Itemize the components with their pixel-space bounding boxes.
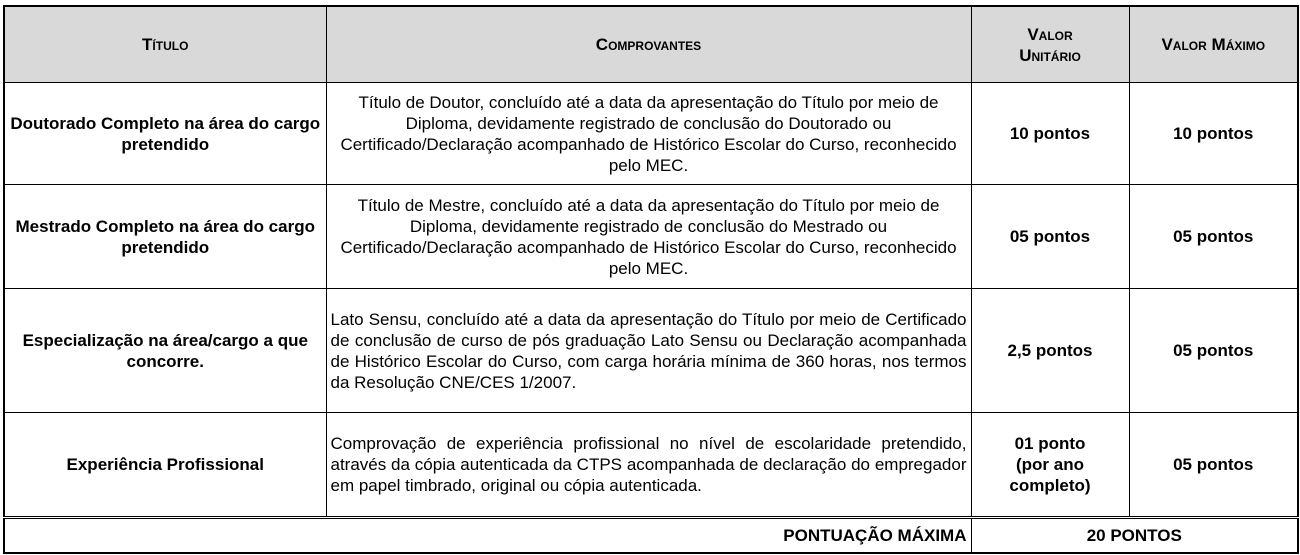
row-valor-unitario: 10 pontos — [971, 83, 1129, 185]
header-comprovantes: Comprovantes — [326, 6, 971, 83]
row-comprovantes: Título de Mestre, concluído até a data da apresentação do Título por meio de Diploma, devidamente registrado de conclusão do Mestrado ou Certificado/Declaração acompanhado de Histórico Escolar do Curso, reconhecido pelo MEC. — [326, 185, 971, 289]
table-row — [4, 83, 1298, 185]
score-table-container — [3, 5, 1299, 554]
header-valor-unitario-line1: Valor — [1027, 24, 1073, 44]
row-comprovantes: Título de Doutor, concluído até a data da apresentação do Título por meio de Diploma, devidamente registrado de conclusão do Doutorado ou Certificado/Declaração acompanhado de Histórico Escolar do Curso, reconhecido pelo MEC. — [326, 83, 971, 185]
row-titulo: Especialização na área/cargo a que concorre. — [4, 289, 326, 413]
header-valor-unitario-line2: Unitário — [1019, 45, 1081, 65]
row-valor-unitario-line1: 01 ponto — [1014, 434, 1086, 453]
header-valor-unitario — [971, 6, 1129, 83]
row-valor-maximo: 10 pontos — [1129, 83, 1298, 185]
row-comprovantes: Comprovação de experiência profissional no nível de escolaridade pretendido, através da cópia autenticada da CTPS acompanhada de declaração do empregador em papel timbrado, original ou cópia autenticada. — [326, 413, 971, 518]
row-valor-unitario — [971, 413, 1129, 518]
row-valor-maximo: 05 pontos — [1129, 413, 1298, 518]
total-row — [4, 518, 1298, 554]
total-label: PONTUAÇÃO MÁXIMA — [4, 518, 971, 554]
table-header-row — [4, 6, 1298, 83]
row-valor-unitario: 2,5 pontos — [971, 289, 1129, 413]
table-row — [4, 185, 1298, 289]
header-valor-maximo: Valor Máximo — [1129, 6, 1298, 83]
row-titulo: Mestrado Completo na área do cargo pretendido — [4, 185, 326, 289]
header-titulo: Título — [4, 6, 326, 83]
table-row — [4, 289, 1298, 413]
score-table — [3, 5, 1299, 554]
row-valor-unitario-line3: completo) — [1009, 476, 1091, 495]
row-titulo: Doutorado Completo na área do cargo pretendido — [4, 83, 326, 185]
row-valor-maximo: 05 pontos — [1129, 289, 1298, 413]
row-valor-unitario-line2: (por ano — [1016, 455, 1084, 474]
total-value: 20 PONTOS — [971, 518, 1298, 554]
table-row — [4, 413, 1298, 518]
row-comprovantes: Lato Sensu, concluído até a data da apresentação do Título por meio de Certificado de conclusão de curso de pós graduação Lato Sensu ou Declaração acompanhada de Histórico Escolar do Curso, com carga horária mínima de 360 horas, nos termos da Resolução CNE/CES 1/2007. — [326, 289, 971, 413]
row-valor-unitario: 05 pontos — [971, 185, 1129, 289]
row-valor-maximo: 05 pontos — [1129, 185, 1298, 289]
row-titulo: Experiência Profissional — [4, 413, 326, 518]
